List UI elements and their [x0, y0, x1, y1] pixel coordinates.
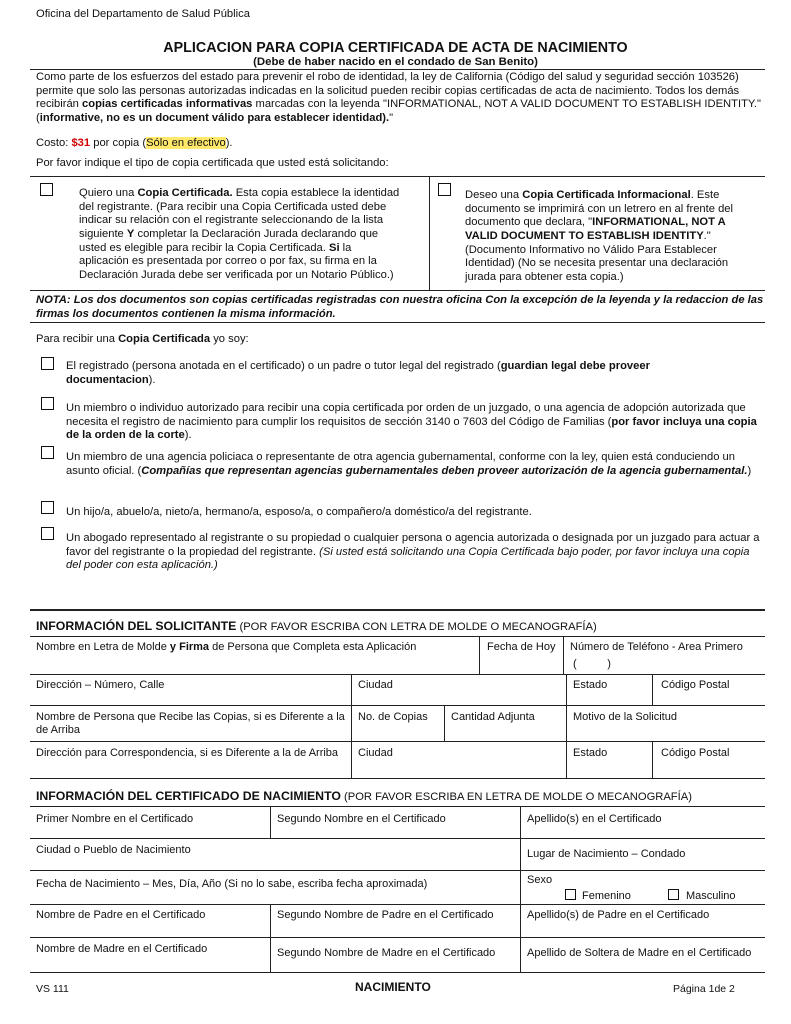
mother-maiden-label: Apellido de Soltera de Madre en el Certificado — [527, 947, 752, 959]
copy-type-prompt: Por favor indique el tipo de copia certificada que usted está solicitando: — [36, 157, 389, 169]
family-member-option: Un hijo/a, abuelo/a, nieto/a, hermano/a, esposo/a, o compañero/a doméstico/a del registrante. — [66, 506, 532, 518]
informational-copy-checkbox[interactable] — [438, 183, 451, 196]
amount-label: Cantidad Adjunta — [451, 711, 535, 723]
recipient-label: Nombre de Persona que Recibe las Copias, si es Diferente a la de Arriba — [36, 711, 345, 736]
male-label: Masculino — [686, 890, 736, 902]
mailing-city-label: Ciudad — [358, 747, 393, 759]
family-member-checkbox[interactable] — [41, 501, 54, 514]
male-checkbox[interactable] — [668, 889, 679, 900]
address-label: Dirección – Número, Calle — [36, 679, 165, 691]
government-agency-option: Un miembro de una agencia policiaca o representante de otra agencia gubernamental, conforme con la ley, quien está conduciendo un asunto oficial. (Compañías que representan agencias gubernamentales deben proveer autorización de la agencia gubernamental.) — [66, 451, 752, 477]
phone-label: Número de Teléfono - Area Primero — [570, 641, 743, 653]
government-agency-checkbox[interactable] — [41, 446, 54, 459]
court-order-checkbox[interactable] — [41, 397, 54, 410]
birth-county-label: Lugar de Nacimiento – Condado — [527, 848, 686, 860]
birth-city-label: Ciudad o Pueblo de Nacimiento — [36, 844, 191, 856]
zip-label: Código Postal — [661, 679, 730, 691]
last-name-label: Apellido(s) en el Certificado — [527, 813, 662, 825]
father-first-label: Nombre de Padre en el Certificado — [36, 909, 206, 921]
intro-paragraph: Como parte de los esfuerzos del estado para prevenir el robo de identidad, la ley de California (Código del salud y seguridad sección 103526) permite que solo las personas autorizadas indicadas en la solicitud pueden recibir copias certificadas de acta de nacimiento. Todos los demás recibirán copias certificadas informativas marcadas con la leyenda "INFORMATIONAL, NOT A VALID DOCUMENT TO ESTABLISH IDENTITY."(informative, no es un document válido para establecer identidad)." — [36, 71, 762, 124]
office-name: Oficina del Departamento de Salud Pública — [36, 8, 250, 20]
page-number: Página 1de 2 — [673, 983, 735, 995]
nota-note: NOTA: Los dos documentos son copias certificadas registradas con nuestra oficina Con la excepción de la leyenda y la redaccion de las firmas los documentos contienen la misma información. — [36, 294, 764, 320]
footer-title: NACIMIENTO — [355, 980, 431, 994]
mailing-address-label: Dirección para Correspondencia, si es Diferente a la de Arriba — [36, 747, 339, 759]
form-number: VS 111 — [36, 983, 69, 995]
state-label: Estado — [573, 679, 608, 691]
father-middle-label: Segundo Nombre de Padre en el Certificado — [277, 909, 494, 921]
middle-name-label: Segundo Nombre en el Certificado — [277, 813, 446, 825]
court-order-option: Un miembro o individuo autorizado para recibir una copia certificada por orden de un juzgado, o una agencia de adopción autorizada que necesita el registro de nacimiento para cumplir los requisitos de sección 3140 o 7603 del Código de Familias (por favor incluya una copia de la orden de la corte). — [66, 402, 757, 442]
mother-first-label: Nombre de Madre en el Certificado — [36, 943, 208, 955]
mother-middle-label: Segundo Nombre de Madre en el Certificado — [277, 947, 496, 959]
mailing-zip-label: Código Postal — [661, 747, 730, 759]
dob-label: Fecha de Nacimiento – Mes, Día, Año (Si no lo sabe, escriba fecha aproximada) — [36, 878, 428, 890]
attorney-option: Un abogado representado al registrante o su propiedad o cualquier persona o agencia autorizada o designada por un juzgado para actuar a favor del registrante o la propiedad del registrante. (Si usted está solicitando una Copia Certificada bajo poder, por favor incluya una copia del poder con esta aplicación.) — [66, 532, 760, 572]
phone-area-code: ( ) — [573, 658, 611, 670]
registrant-option: El registrado (persona anotada en el certificado) o un padre o tutor legal del registrado (guardian legal debe proveer documentacion). — [66, 360, 650, 386]
relation-prompt: Para recibir una Copia Certificada yo soy: — [36, 333, 249, 345]
cost-amount: $31 — [71, 137, 91, 149]
informational-copy-description: Deseo una Copia Certificada Informacional. Este documento se imprimirá con un letrero en al frente del documento que declara, "INFORMATIONAL, NOT A VALID DOCUMENT TO ESTABLISH IDENTITY." (Documento Informativo no Válido Para Establecer Identidad) (No se necesita presentar una declaración jurada para obtener esta copia.) — [465, 189, 734, 283]
cost-line: Costo: $31 por copia (Sólo en efectivo). — [36, 137, 233, 149]
copies-label: No. de Copias — [358, 711, 428, 723]
female-label: Femenino — [582, 890, 631, 902]
sex-label: Sexo — [527, 874, 553, 886]
birth-section-heading: INFORMACIÓN DEL CERTIFICADO DE NACIMIENTO (POR FAVOR ESCRIBA EN LETRA DE MOLDE O MECANOGRAFÍA) — [36, 789, 692, 803]
todays-date-label: Fecha de Hoy — [487, 641, 556, 653]
city-label: Ciudad — [358, 679, 393, 691]
reason-label: Motivo de la Solicitud — [573, 711, 677, 723]
female-checkbox[interactable] — [565, 889, 576, 900]
registrant-checkbox[interactable] — [41, 357, 54, 370]
applicant-section-heading: INFORMACIÓN DEL SOLICITANTE (POR FAVOR ESCRIBA CON LETRA DE MOLDE O MECANOGRAFÍA) — [36, 619, 597, 633]
form-title: APLICACION PARA COPIA CERTIFICADA DE ACTA DE NACIMIENTO — [163, 40, 628, 56]
certified-copy-description: Quiero una Copia Certificada. Esta copia establece la identidad del registrante. (Para recibir una Copia Certificada usted debe indicar su relación con el registrante seleccionando de la lista siguiente Y completar la Declaración Jurada declarando que usted es elegible para recibir la Copia Certificada. Si la aplicación es presentada por correo o por fax, su firma en la Declaración Jurada debe ser verificada por un Notario Público.) — [79, 187, 400, 281]
mailing-state-label: Estado — [573, 747, 608, 759]
applicant-name-label: Nombre en Letra de Molde y Firma de Persona que Completa esta Aplicación — [36, 641, 417, 653]
certified-copy-checkbox[interactable] — [40, 183, 53, 196]
cash-only-note: Sólo en efectivo — [146, 137, 226, 149]
attorney-checkbox[interactable] — [41, 527, 54, 540]
form-subtitle: (Debe de haber nacido en el condado de San Benito) — [253, 56, 538, 68]
father-last-label: Apellido(s) de Padre en el Certificado — [527, 909, 710, 921]
first-name-label: Primer Nombre en el Certificado — [36, 813, 194, 825]
